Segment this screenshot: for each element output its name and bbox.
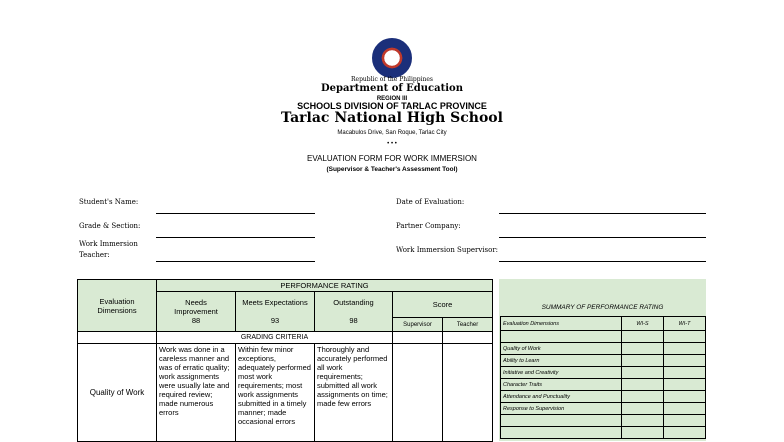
school-name: Tarlac National High School [281,110,503,126]
supervisor-score-header: Supervisor [393,318,443,332]
rating-table [77,279,492,441]
needs-improvement-header: Needs Improvement 88 [157,292,236,332]
meets-expectations-header: Meets Expectations 93 [236,292,315,332]
region-name: REGION III [376,96,408,102]
summary-col-wit: WI-T [664,317,706,331]
summary-row-label: Ability to Learn [501,355,622,367]
supervisor-label: Work Immersion Supervisor: [396,246,499,254]
school-address: Macabulos Drive, San Roque, Tarlac City [337,130,447,136]
summary-panel [499,279,706,441]
summary-col-wis: WI-S [622,317,664,331]
needs-improvement-criteria: Work was done in a careless manner and was of erratic quality; work assignments were usually late and required review; made numerous errors [157,344,236,442]
date-label: Date of Evaluation: [396,198,465,206]
teacher-score-cell[interactable] [443,344,493,442]
eval-dimensions-header: Evaluation Dimensions [78,280,157,332]
republic-line: Republic of the Philippines [351,76,433,83]
department-name: Department of Education [321,83,463,94]
meets-score: 93 [270,316,280,325]
score-header: Score [393,292,493,318]
form-subtitle: (Supervisor & Teacher's Assessment Tool) [326,166,458,173]
summary-title: SUMMARY OF PERFORMANCE RATING [541,304,664,311]
summary-col-dim: Evaluation Dimensions [501,317,622,331]
date-field[interactable] [499,213,706,214]
table-row [501,343,706,355]
student-name-field[interactable] [156,213,315,214]
table-row [501,367,706,379]
outstanding-score: 98 [349,316,358,325]
company-field[interactable] [499,237,706,238]
table-row [501,403,706,415]
form-title: EVALUATION FORM FOR WORK IMMERSION [307,154,477,163]
quality-of-work-label: Quality of Work [78,344,157,442]
summary-row-label: Response to Supervision [501,403,622,415]
company-label: Partner Company: [396,222,461,230]
division-name: SCHOOLS DIVISION OF TARLAC PROVINCE [297,101,487,111]
separator-dots: • • • [387,141,397,147]
teacher-field[interactable] [156,261,315,262]
grading-criteria-header: GRADING CRITERIA [157,332,393,344]
performance-rating-header: PERFORMANCE RATING [157,280,493,292]
teacher-label-line2: Teacher: [79,251,110,259]
summary-row-label: Attendance and Punctuality [501,391,622,403]
table-row [501,355,706,367]
deped-seal-icon [372,38,412,78]
grade-section-field[interactable] [156,237,315,238]
summary-row-label: Quality of Work [501,343,622,355]
summary-table [500,316,706,439]
needs-score: 88 [191,316,201,325]
outstanding-criteria: Thoroughly and accurately performed all work requirements; submitted all work assignments on time; made few errors [315,344,393,442]
table-row [501,391,706,403]
meets-expectations-criteria: Within few minor exceptions, adequately performed most work requirements; most work assignments submitted in a timely manner; made occasional errors [236,344,315,442]
supervisor-score-cell[interactable] [393,344,443,442]
teacher-label-line1: Work Immersion [79,240,138,248]
summary-row-label: Initiative and Creativity [501,367,622,379]
grade-section-label: Grade & Section: [79,222,141,230]
teacher-score-header: Teacher [443,318,493,332]
supervisor-field[interactable] [499,261,706,262]
student-name-label: Student's Name: [79,198,139,206]
outstanding-header: Outstanding 98 [315,292,393,332]
summary-row-label: Character Traits [501,379,622,391]
table-row [501,379,706,391]
